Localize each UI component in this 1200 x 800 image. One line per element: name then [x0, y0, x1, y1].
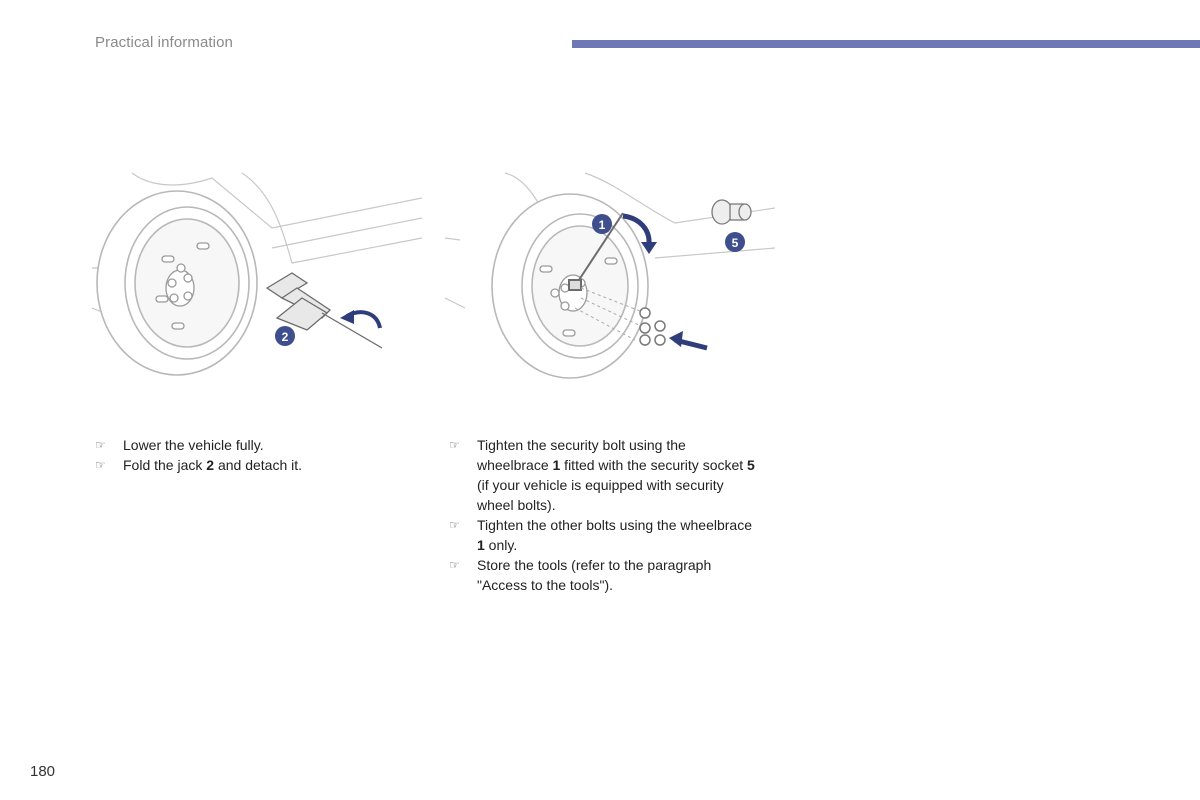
instruction-item: ☞ Lower the vehicle fully. [95, 437, 264, 453]
callout-2 [275, 326, 295, 346]
pointing-hand-icon: ☞ [449, 518, 460, 532]
figure-lower-jack [92, 168, 422, 380]
section-title: Practical information [95, 34, 233, 51]
security-socket [712, 200, 751, 224]
pointing-hand-icon: ☞ [449, 558, 460, 572]
instruction-item: ☞ Store the tools (refer to the paragraph "Access to the tools"). [449, 557, 712, 593]
header-accent-bar [572, 40, 1200, 48]
page-number: 180 [30, 763, 56, 780]
instruction-item: ☞ Fold the jack 2 and detach it. [95, 457, 303, 473]
figure-tighten-bolts [445, 168, 775, 380]
instruction-item: ☞ Tighten the security bolt using the wheelbrace 1 fitted with the security socket 5 (if your vehicle is equipped with security wheel bolts). [449, 437, 755, 513]
instructions-right [449, 435, 759, 595]
callout-2-label: 2 [281, 330, 289, 344]
pointing-hand-icon: ☞ [95, 458, 106, 472]
callout-5-label: 5 [731, 236, 739, 250]
callout-1-label: 1 [598, 218, 606, 232]
callout-1 [592, 214, 612, 234]
pointing-hand-icon: ☞ [95, 438, 106, 452]
loose-bolts [640, 308, 665, 345]
instruction-item: ☞ Tighten the other bolts using the wheelbrace 1 only. [449, 517, 752, 553]
instructions-left [95, 435, 425, 475]
pointing-hand-icon: ☞ [449, 438, 460, 452]
callout-5 [725, 232, 745, 252]
